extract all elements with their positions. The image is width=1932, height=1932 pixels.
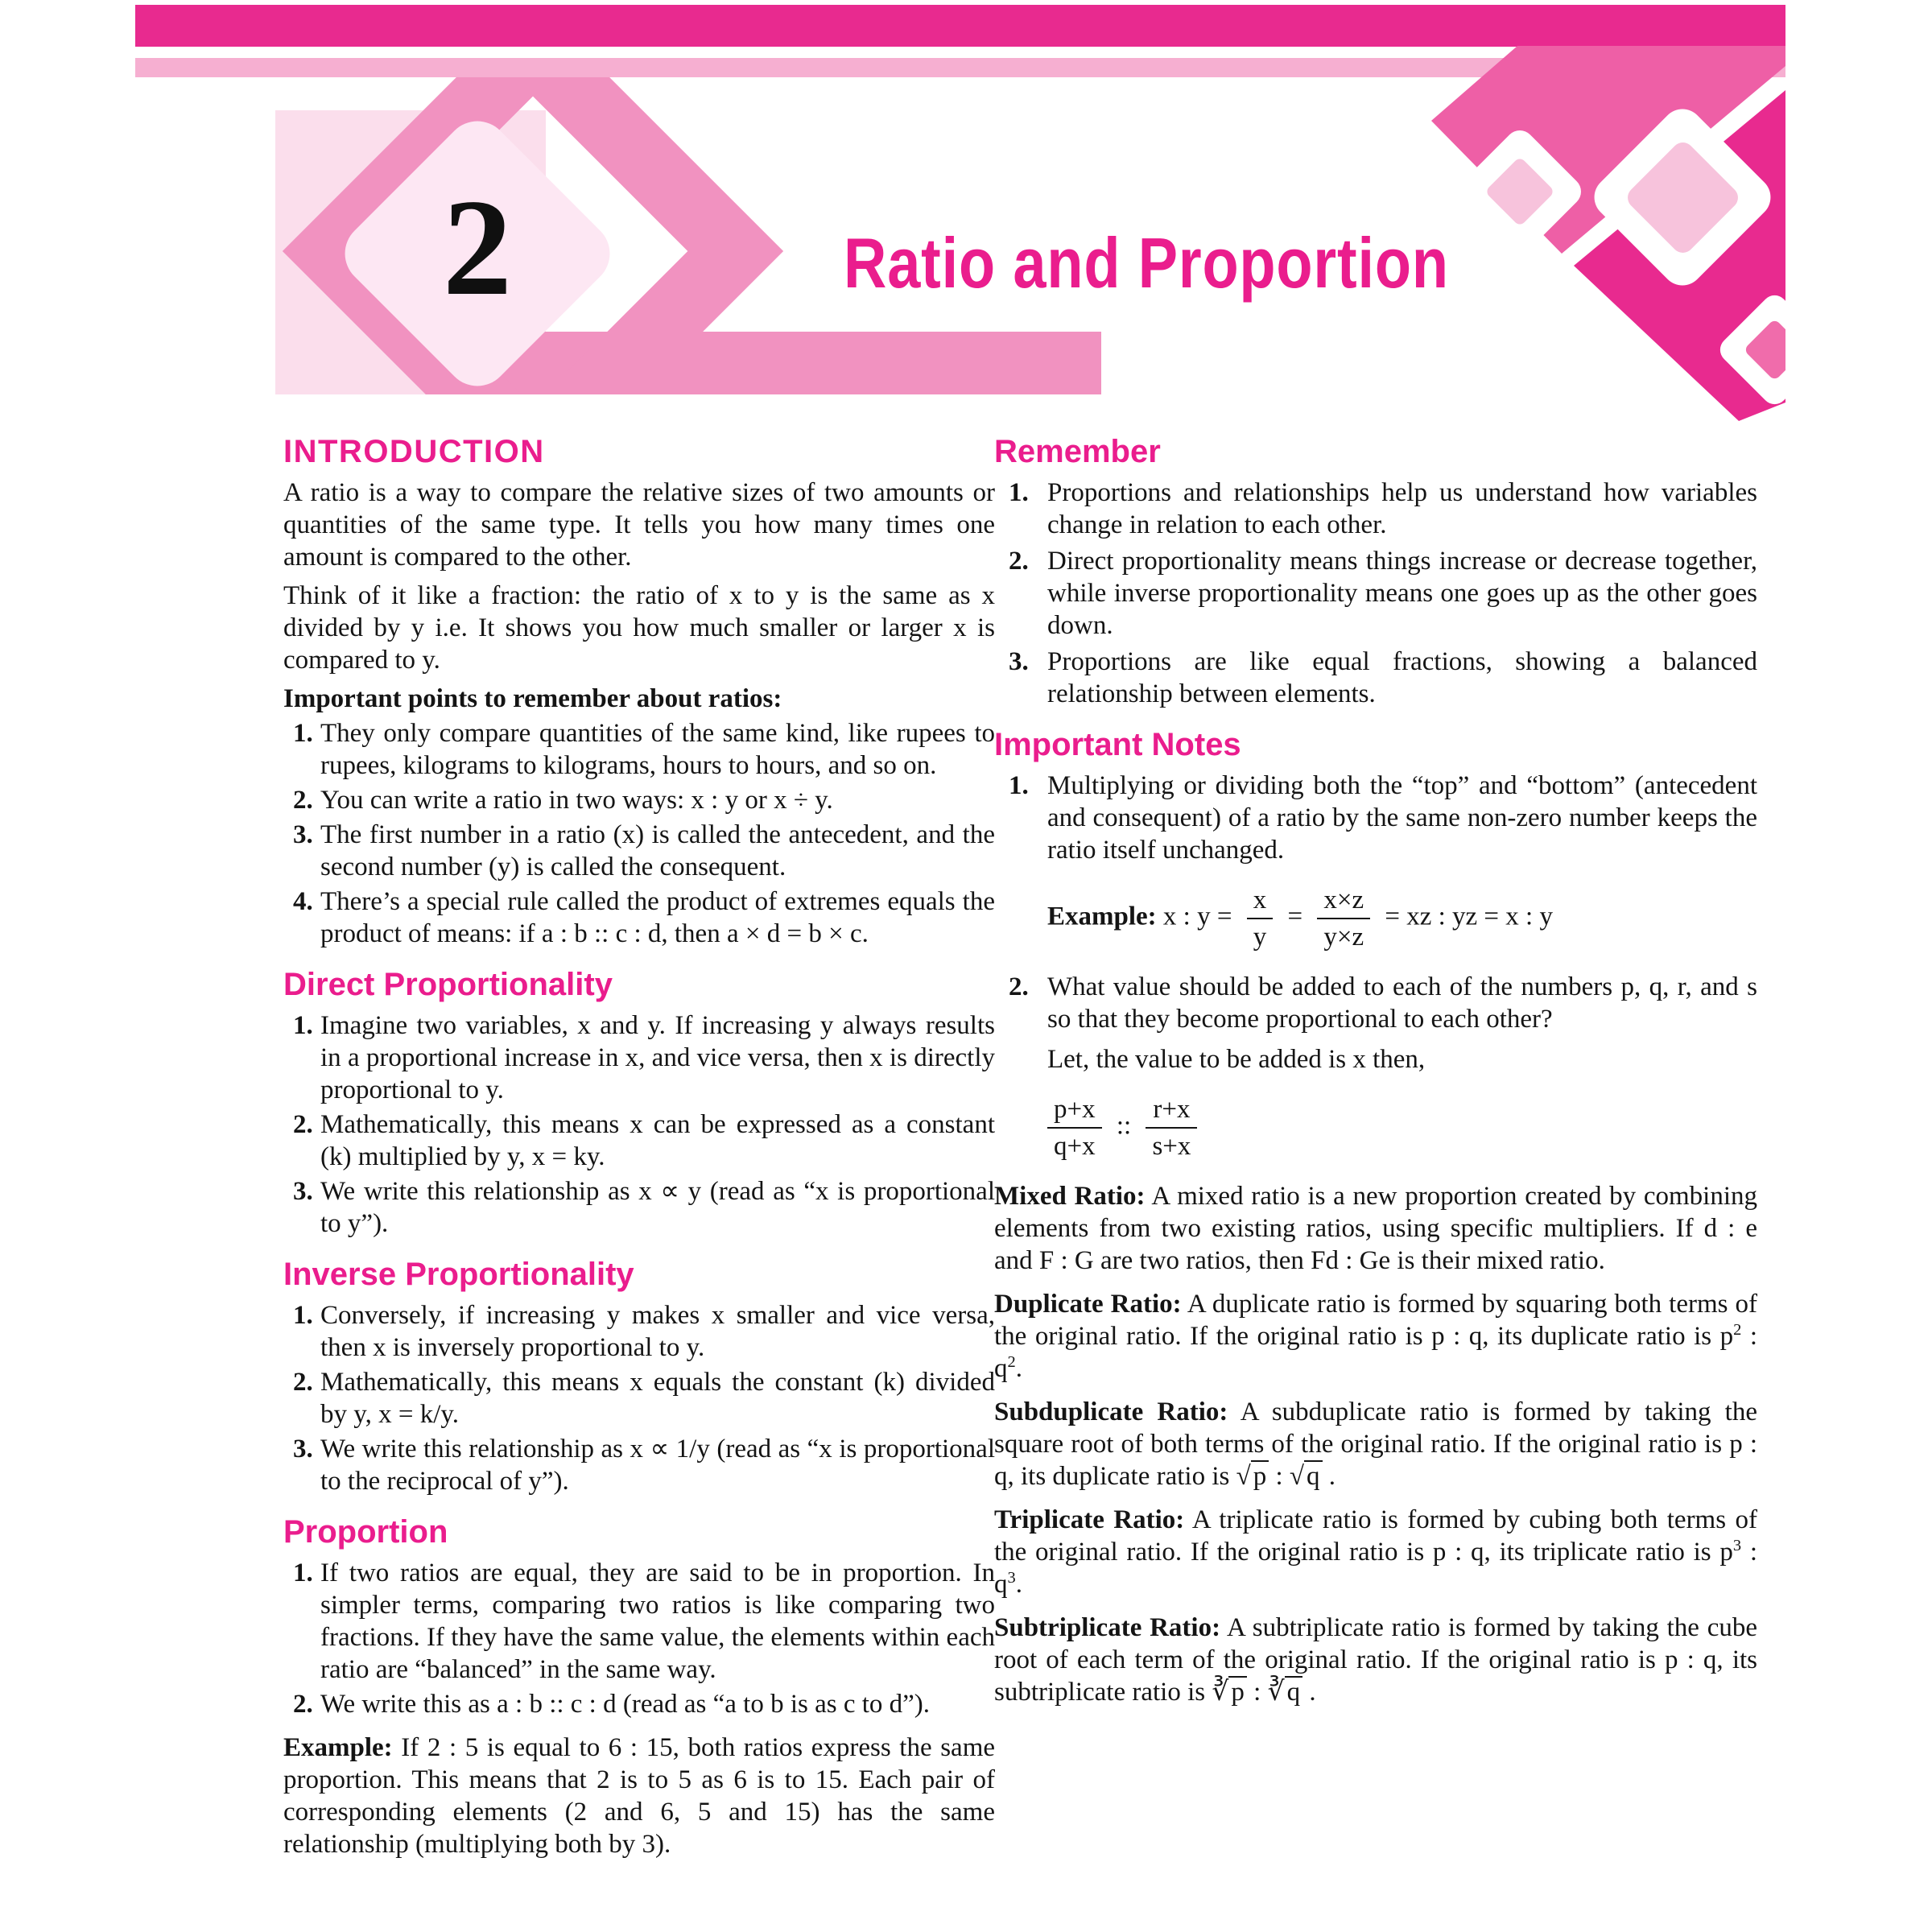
list-item: 3. We write this relationship as x ∝ 1/y (read as “x is proportional to the reciprocal of y”). bbox=[293, 1435, 995, 1496]
list-item: 2. Mathematically, this means x can be expressed as a constant (k) multiplied by y, x = ky. bbox=[293, 1110, 995, 1171]
chapter-number: 2 bbox=[443, 171, 512, 324]
example-paragraph: Example: If 2 : 5 is equal to 6 : 15, both ratios express the same proportion. This means that 2 is to 5 as 6 is to 15. Each pair of corresponding elements (2 and 6, 5 and 15) has the same relationship (multiplying both by 3). bbox=[283, 1733, 996, 1859]
inverse-heading: Inverse Proportionality bbox=[283, 1257, 634, 1292]
square-root: √p bbox=[1236, 1460, 1269, 1491]
subtriplicate-ratio-paragraph: Subtriplicate Ratio: A subtriplicate ratio is formed by taking the cube root of each term of the original ratio. If the original ratio is p : q, its subtriplicate ratio is ∛p : ∛q . bbox=[994, 1613, 1757, 1707]
notes-list bbox=[994, 770, 1757, 1162]
square-root: √q bbox=[1290, 1460, 1323, 1491]
list-item: 3. We write this relationship as x ∝ y (read as “x is proportional to y”). bbox=[293, 1177, 995, 1238]
remember-heading: Remember bbox=[994, 434, 1161, 469]
list-item: 2. Direct proportionality means things increase or decrease together, while inverse proportionality means one goes up as the other goes down. bbox=[1009, 547, 1757, 640]
proportion-list bbox=[283, 1557, 995, 1720]
fraction: $\frac{r+x}{s+x}$ bbox=[1146, 1093, 1197, 1162]
points-list bbox=[283, 717, 995, 950]
remember-list bbox=[994, 477, 1757, 710]
cube-root: ∛q bbox=[1268, 1676, 1303, 1707]
list-item: 1. Proportions and relationships help us understand how variables change in relation to each other. bbox=[1009, 478, 1757, 539]
list-item: 3. The first number in a ratio (x) is called the antecedent, and the second number (y) is called the consequent. bbox=[293, 820, 995, 881]
list-item: 2. We write this as a : b :: c : d (read as “a to b is as c to d”). bbox=[293, 1690, 931, 1719]
fraction: $\frac{p+x}{q+x}$ bbox=[1047, 1093, 1102, 1162]
notes-heading: Important Notes bbox=[994, 727, 1241, 762]
points-lead: Important points to remember about ratios: bbox=[283, 684, 782, 713]
list-item: 1. They only compare quantities of the same kind, like rupees to rupees, kilograms to kilograms, hours to hours, and so on. bbox=[293, 719, 995, 780]
triplicate-ratio-paragraph: Triplicate Ratio: A triplicate ratio is formed by cubing both terms of the original ratio. If the original ratio is p : q, its triplicate ratio is $p^3$ : $q^3$. bbox=[994, 1505, 1757, 1599]
proportional-formula: $\frac{p+x}{q+x}$ :: $\frac{r+x}{s+x}$ bbox=[1047, 1093, 1757, 1162]
proportion-heading: Proportion bbox=[283, 1514, 448, 1550]
inverse-list bbox=[283, 1299, 995, 1497]
list-item: 1. Conversely, if increasing y makes x smaller and vice versa, then x is inversely proportional to y. bbox=[293, 1301, 995, 1362]
list-item: 3. Proportions are like equal fractions, showing a balanced relationship between elements. bbox=[1009, 647, 1757, 708]
left-column bbox=[283, 433, 995, 1872]
direct-heading: Direct Proportionality bbox=[283, 967, 613, 1002]
direct-list bbox=[283, 1009, 995, 1240]
subduplicate-ratio-paragraph: Subduplicate Ratio: A subduplicate ratio is formed by taking the square root of both terms of the original ratio. If the original ratio is p : q, its duplicate ratio is √p : √q . bbox=[994, 1397, 1757, 1491]
cube-root: ∛p bbox=[1212, 1676, 1247, 1707]
fraction: $\frac{x\times z}{y\times z}$ bbox=[1317, 884, 1370, 953]
duplicate-ratio-paragraph: Duplicate Ratio: A duplicate ratio is formed by squaring both terms of the original ratio. If the original ratio is p : q, its duplicate ratio is $p^2$ : $q^2$. bbox=[994, 1290, 1758, 1383]
list-item: 2. What value should be added to each of the numbers p, q, r, and s so that they become proportional to each other? Let, the value to be added is x then, $\frac{p+x}{q+x}$ :: $\frac{r+x}{s+x}$ bbox=[1009, 972, 1757, 1161]
list-item: 1. Imagine two variables, x and y. If increasing y always results in a proportional increase in x, and vice versa, then x is directly proportional to y. bbox=[293, 1011, 995, 1104]
list-item: 2. Mathematically, this means x equals the constant (k) divided by y, x = k/y. bbox=[293, 1368, 995, 1429]
intro-paragraph-1: A ratio is a way to compare the relative sizes of two amounts or quantities of the same type. It tells you how many times one amount is compared to the other. bbox=[283, 478, 995, 572]
list-item: 2. You can write a ratio in two ways: x : y or x ÷ y. bbox=[293, 786, 833, 815]
intro-paragraph-2: Think of it like a fraction: the ratio of x to y is the same as x divided by y i.e. It shows you how much smaller or larger x is compared to y. bbox=[283, 581, 995, 675]
example-label: Example: bbox=[283, 1733, 393, 1762]
intro-heading: INTRODUCTION bbox=[283, 434, 545, 469]
list-item: 1. Multiplying or dividing both the “top” and “bottom” (antecedent and consequent) of a ratio by the same non-zero number keeps the ratio itself unchanged. Example: x : y = $\frac{x}{y}$ = $\frac{x\times z}{y\times z}$ = xz : yz = x : y bbox=[1009, 771, 1757, 952]
ratio-example-formula: Example: x : y = $\frac{x}{y}$ = $\frac{x\times z}{y\times z}$ = xz : yz = x : y bbox=[1047, 886, 1553, 952]
note2-line: Let, the value to be added is x then, bbox=[1047, 1045, 1426, 1074]
list-item: 4. There’s a special rule called the product of extremes equals the product of means: if a : b :: c : d, then a × d = b × c. bbox=[293, 887, 995, 948]
list-item: 1. If two ratios are equal, they are said to be in proportion. In simpler terms, comparing two ratios is like comparing two fractions. If they have the same value, the elements within each ratio are “balanced” in the same way. bbox=[293, 1558, 995, 1684]
page-title: Ratio and Proportion bbox=[844, 223, 1449, 303]
mixed-ratio-paragraph: Mixed Ratio: A mixed ratio is a new proportion created by combining elements from two existing ratios, using specific multipliers. If d : e and F : G are two ratios, then Fd : Ge is their mixed ratio. bbox=[994, 1182, 1757, 1275]
right-column bbox=[994, 433, 1757, 1719]
fraction: $\frac{x}{y}$ bbox=[1247, 884, 1274, 953]
